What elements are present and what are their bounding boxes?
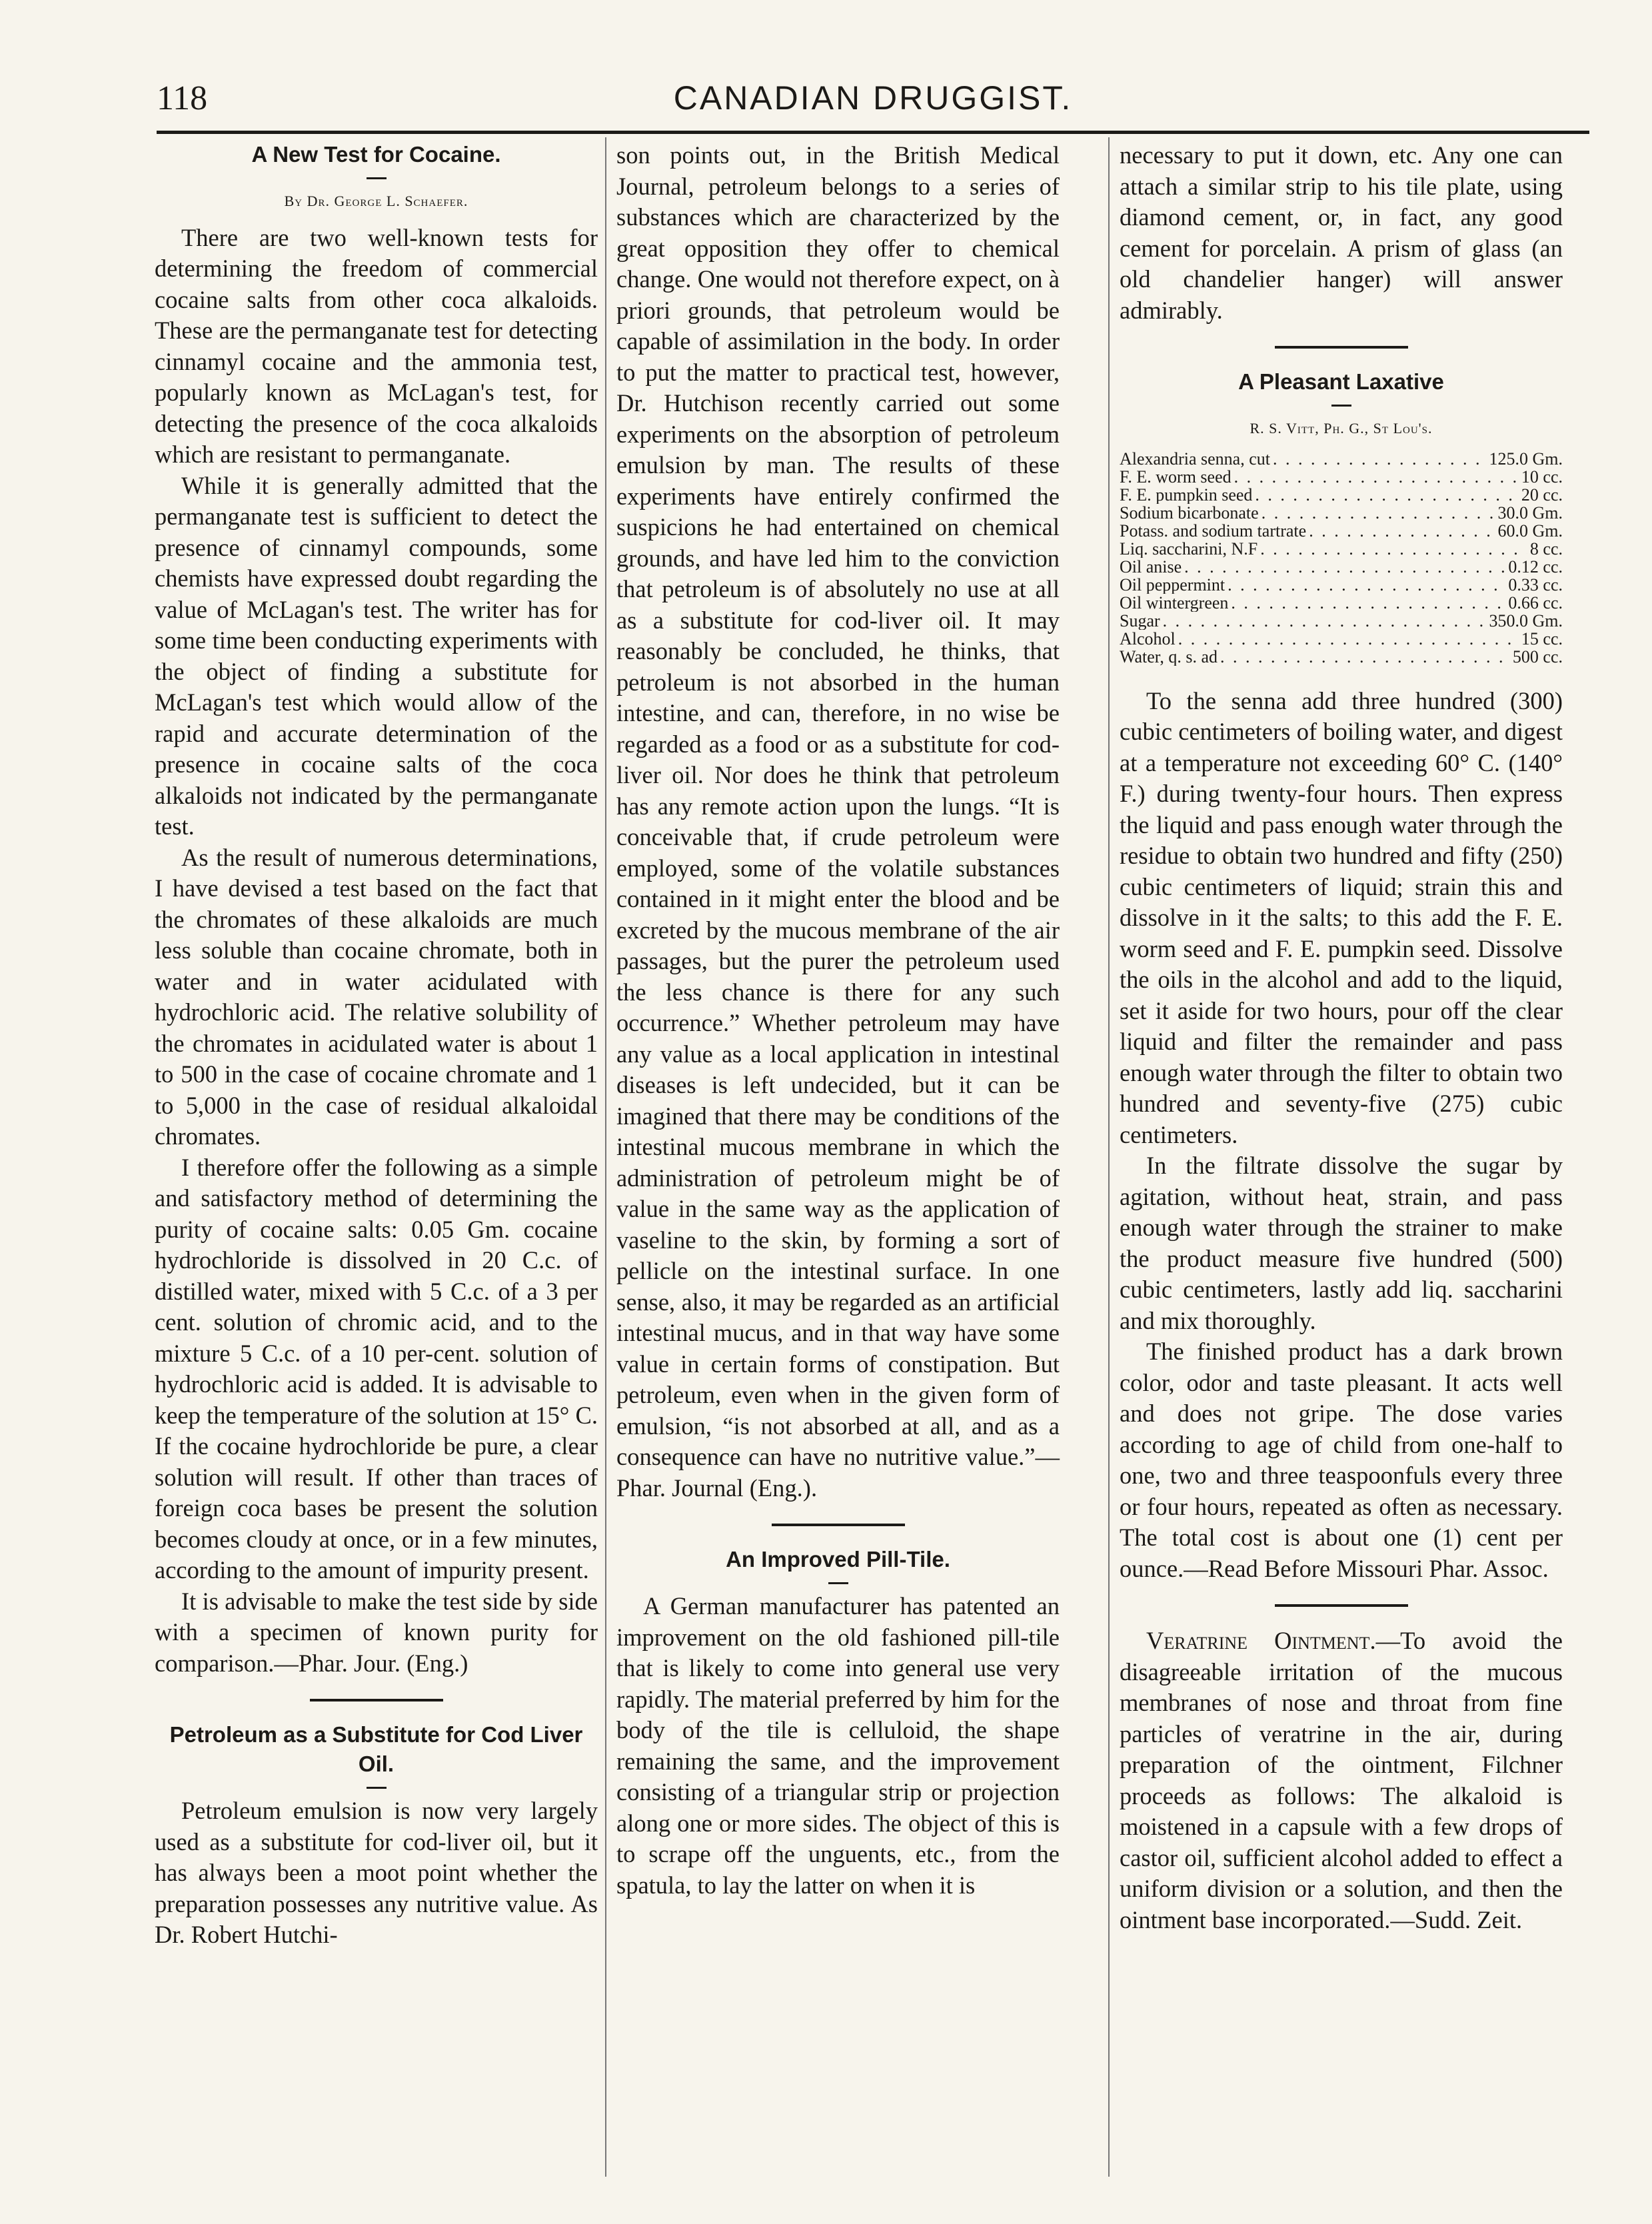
paragraph: necessary to put it down, etc. Any one can attach a similar strip to his tile plate, using diamond cement, or, in fact, any good cement for porcelain. A prism of glass (an old chandelier hanger) will answer admirably. [1120,141,1563,324]
header-rule [157,131,1589,134]
ingredient: Alcohol [1120,629,1176,648]
ingredient: F. E. pumpkin seed [1120,485,1253,504]
recipe-row [1120,450,1563,468]
recipe-row [1120,522,1563,540]
page-header [157,79,1589,132]
quantity: 350.0 Gm. [1489,611,1563,630]
quantity: 60.0 Gm. [1497,521,1563,540]
paragraph: To the senna add three hundred (300) cubic centimeters of boiling water, and digest at a temperature not exceeding 60° C. (140° F.) during twenty-four hours. Then express the liquid and pass enough water through the residue to obtain two hundred and fifty (250) cubic centimeters of liquid; strain this and dissolve in it the salts; to this add the F. E. worm seed and F. E. pumpkin seed. Dissolve the oils in the alcohol and add to the liquid, set it aside for two hours, pour off the clear liquid and filter the remainder and pass enough water through the filter to obtain two hundred and seventy-five (275) cubic centimeters. [1120,686,1563,1148]
ingredient: Liq. saccharini, N.F [1120,539,1258,558]
paragraph: There are two well-known tests for determining the freedom of commercial cocaine salts from other coca alkaloids. These are the permanganate test for detecting cinnamyl cocaine and the ammonia test, popularly known as McLagan's test, for detecting the presence of the coca alkaloids which are resistant to permanganate. [155,223,598,468]
section-separator [1275,346,1408,349]
paragraph: A German manufacturer has patented an improvement on the old fashioned pill-tile that is likely to come into general use very rapidly. The material preferred by him for the body of the tile is celluloid, the shape remaining the same, and the improvement consisting of a triangular strip or projection along one or more sides. The object of this is to scrape off the unguents, etc., from the spatula, to lay the latter on when it is [616,1592,1060,1899]
recipe-row [1120,558,1563,576]
quantity: 0.66 cc. [1508,593,1563,612]
paragraph: The finished product has a dark brown color, odor and taste pleasant. It acts well and does not gripe. The dose varies according to age of child from one-half to one, two and three teaspoonfuls every three or four hours, repeated as often as necessary. The total cost is about one (1) cent per ounce.—Read Before Missouri Phar. Assoc. [1120,1338,1563,1582]
paragraph: son points out, in the British Medical Journal, petroleum belongs to a series of substances which are characterized by the great opposition they offer to chemical change. One would not therefore expect, on à priori grounds, that petroleum would be capable of assimilation in the body. In order to put the matter to practical test, however, Dr. Hutchison recently carried out some experiments on the absorption of petroleum emulsion by man. The results of these experiments have entirely confirmed the suspicions he had entertained on chemical grounds, and have led him to the conviction that petroleum is of absolutely no use at all as a substitute for cod-liver oil. It may reasonably be concluded, he thinks, that petroleum is not absorbed in the human intestine, and can, therefore, in no wise be regarded as a food or as a substitute for cod-liver oil. Nor does he think that petroleum has any remote action upon the lungs. “It is conceivable that, if crude petroleum were employed, some of the volatile substances contained in it might enter the blood and be excreted by the mucous membrane of the air passages, but the purer the petroleum used the less chance is there for any such occurrence.” Whether petroleum may have any value as a local application in intestinal diseases is left undecided, but it can be imagined that there may be conditions of the intestinal mucous membrane in which the administration of petroleum might be of value in the same way as the application of vaseline to the skin, by forming a sort of pellicle on the intestinal surface. In one sense, also, it may be regarded as an artificial intestinal mucus, and in that way have some value in certain forms of constipation. But petroleum, even when in the given form of emulsion, “is not absorbed at all, and as a consequence can have no nutritive value.”—Phar. Journal (Eng.). [616,141,1060,1502]
ingredient: Oil wintergreen [1120,593,1229,612]
quantity: 500 cc. [1512,647,1563,666]
article-title: An Improved Pill-Tile. [726,1547,950,1572]
ingredient: Water, q. s. ad [1120,647,1218,666]
ingredient: Sugar [1120,611,1160,630]
recipe-row [1120,648,1563,666]
paragraph: It is advisable to make the test side by side with a specimen of known purity for comparison.—Phar. Jour. (Eng.) [155,1587,598,1677]
paragraph-text: —To avoid the disagreeable irritation of the mucous membranes of nose and throat from fine particles of veratrine in the air, during preparation of the ointment, Filchner proceeds as follows: The alkaloid is moistened in a capsule with a few drops of castor oil, sufficient alcohol added to effect a uniform division or a solution, and then the ointment base incorporated.—Sudd. Zeit. [1120,1627,1563,1933]
section-separator [310,1699,443,1701]
quantity: 0.33 cc. [1508,575,1563,594]
section-separator [1275,1604,1408,1607]
quantity: 0.12 cc. [1508,557,1563,576]
recipe-row [1120,594,1563,612]
column-rule [1108,137,1110,2177]
recipe-row [1120,504,1563,522]
recipe-list [1120,450,1563,666]
recipe-row [1120,630,1563,648]
quantity: 30.0 Gm. [1497,503,1563,522]
title-dash [367,1787,387,1789]
quantity: 10 cc. [1521,467,1563,486]
section-separator [772,1524,905,1526]
title-dash [1331,405,1351,407]
recipe-row [1120,540,1563,558]
quantity: 125.0 Gm. [1489,449,1563,468]
ingredient: F. E. worm seed [1120,467,1232,486]
ingredient: Alexandria senna, cut [1120,449,1270,468]
paragraph: In the filtrate dissolve the sugar by agitation, without heat, strain, and pass enough water through the strainer to make the product measure five hundred (500) cubic centimeters, lastly add liq. saccharini and mix thoroughly. [1120,1152,1563,1334]
ingredient: Sodium bicarbonate [1120,503,1259,522]
article-title: A New Test for Cocaine. [251,142,501,167]
article-title: A Pleasant Laxative [1238,369,1444,394]
paragraph [1120,1626,1563,1935]
quantity: 20 cc. [1521,485,1563,504]
quantity: 8 cc. [1529,539,1563,558]
article-title: Petroleum as a Substitute for Cod Liver Oil. [169,1722,583,1776]
column-2 [616,140,1060,1901]
ingredient: Oil anise [1120,557,1182,576]
page-number: 118 [157,79,208,117]
recipe-row [1120,612,1563,630]
paragraph: As the result of numerous determinations, I have devised a test based on the fact that the chromates of these alkaloids are much less soluble than cocaine chromate, both in water and in water acidulated with hydrochloric acid. The relative solubility of the chromates in acidulated water is about 1 to 500 in the case of cocaine chromate and 1 to 5,000 in the case of residual alkaloidal chromates. [155,843,598,1150]
paragraph: I therefore offer the following as a simple and satisfactory method of determining the purity of cocaine salts: 0.05 Gm. cocaine hydrochloride is dissolved in 20 C.c. of distilled water, mixed with 5 C.c. of a 3 per cent. solution of chromic acid, and to the mixture 5 C.c. of a 10 per-cent. solution of hydrochloric acid is added. It is advisable to keep the temperature of the solution at 15° C. If the cocaine hydrochloride be pure, a clear solution will result. If other than traces of foreign coca bases be present the solution becomes cloudy at once, or in a few minutes, according to the amount of impurity present. [155,1153,598,1584]
column-1 [155,140,598,1951]
title-dash [828,1582,848,1584]
title-dash [367,177,387,179]
recipe-row [1120,468,1563,486]
paragraph: While it is generally admitted that the permanganate test is sufficient to detect the presence of cinnamyl compounds, some chemists have expressed doubt regarding the value of McLagan's test. The writer has for some time been conducting experiments with the object of finding a substitute for McLagan's test which would allow of the rapid and accurate determination of the presence in cocaine salts of the coca alkaloids not indicated by the permanganate test. [155,471,598,840]
article-lead: Veratrine Ointment. [1146,1627,1376,1654]
quantity: 15 cc. [1521,629,1563,648]
recipe-row [1120,486,1563,504]
recipe-row [1120,576,1563,594]
journal-title: CANADIAN DRUGGIST. [673,79,1073,117]
ingredient: Potass. and sodium tartrate [1120,521,1307,540]
byline: By Dr. George L. Schaefer. [284,193,468,209]
paragraph: Petroleum emulsion is now very largely used as a substitute for cod-liver oil, but it has always been a moot point whether the preparation possesses any nutritive value. As Dr. Robert Hutchi- [155,1797,598,1948]
column-3 [1120,140,1563,1935]
column-rule [605,137,606,2177]
byline: R. S. Vitt, Ph. G., St Lou's. [1249,420,1433,437]
ingredient: Oil peppermint [1120,575,1226,594]
